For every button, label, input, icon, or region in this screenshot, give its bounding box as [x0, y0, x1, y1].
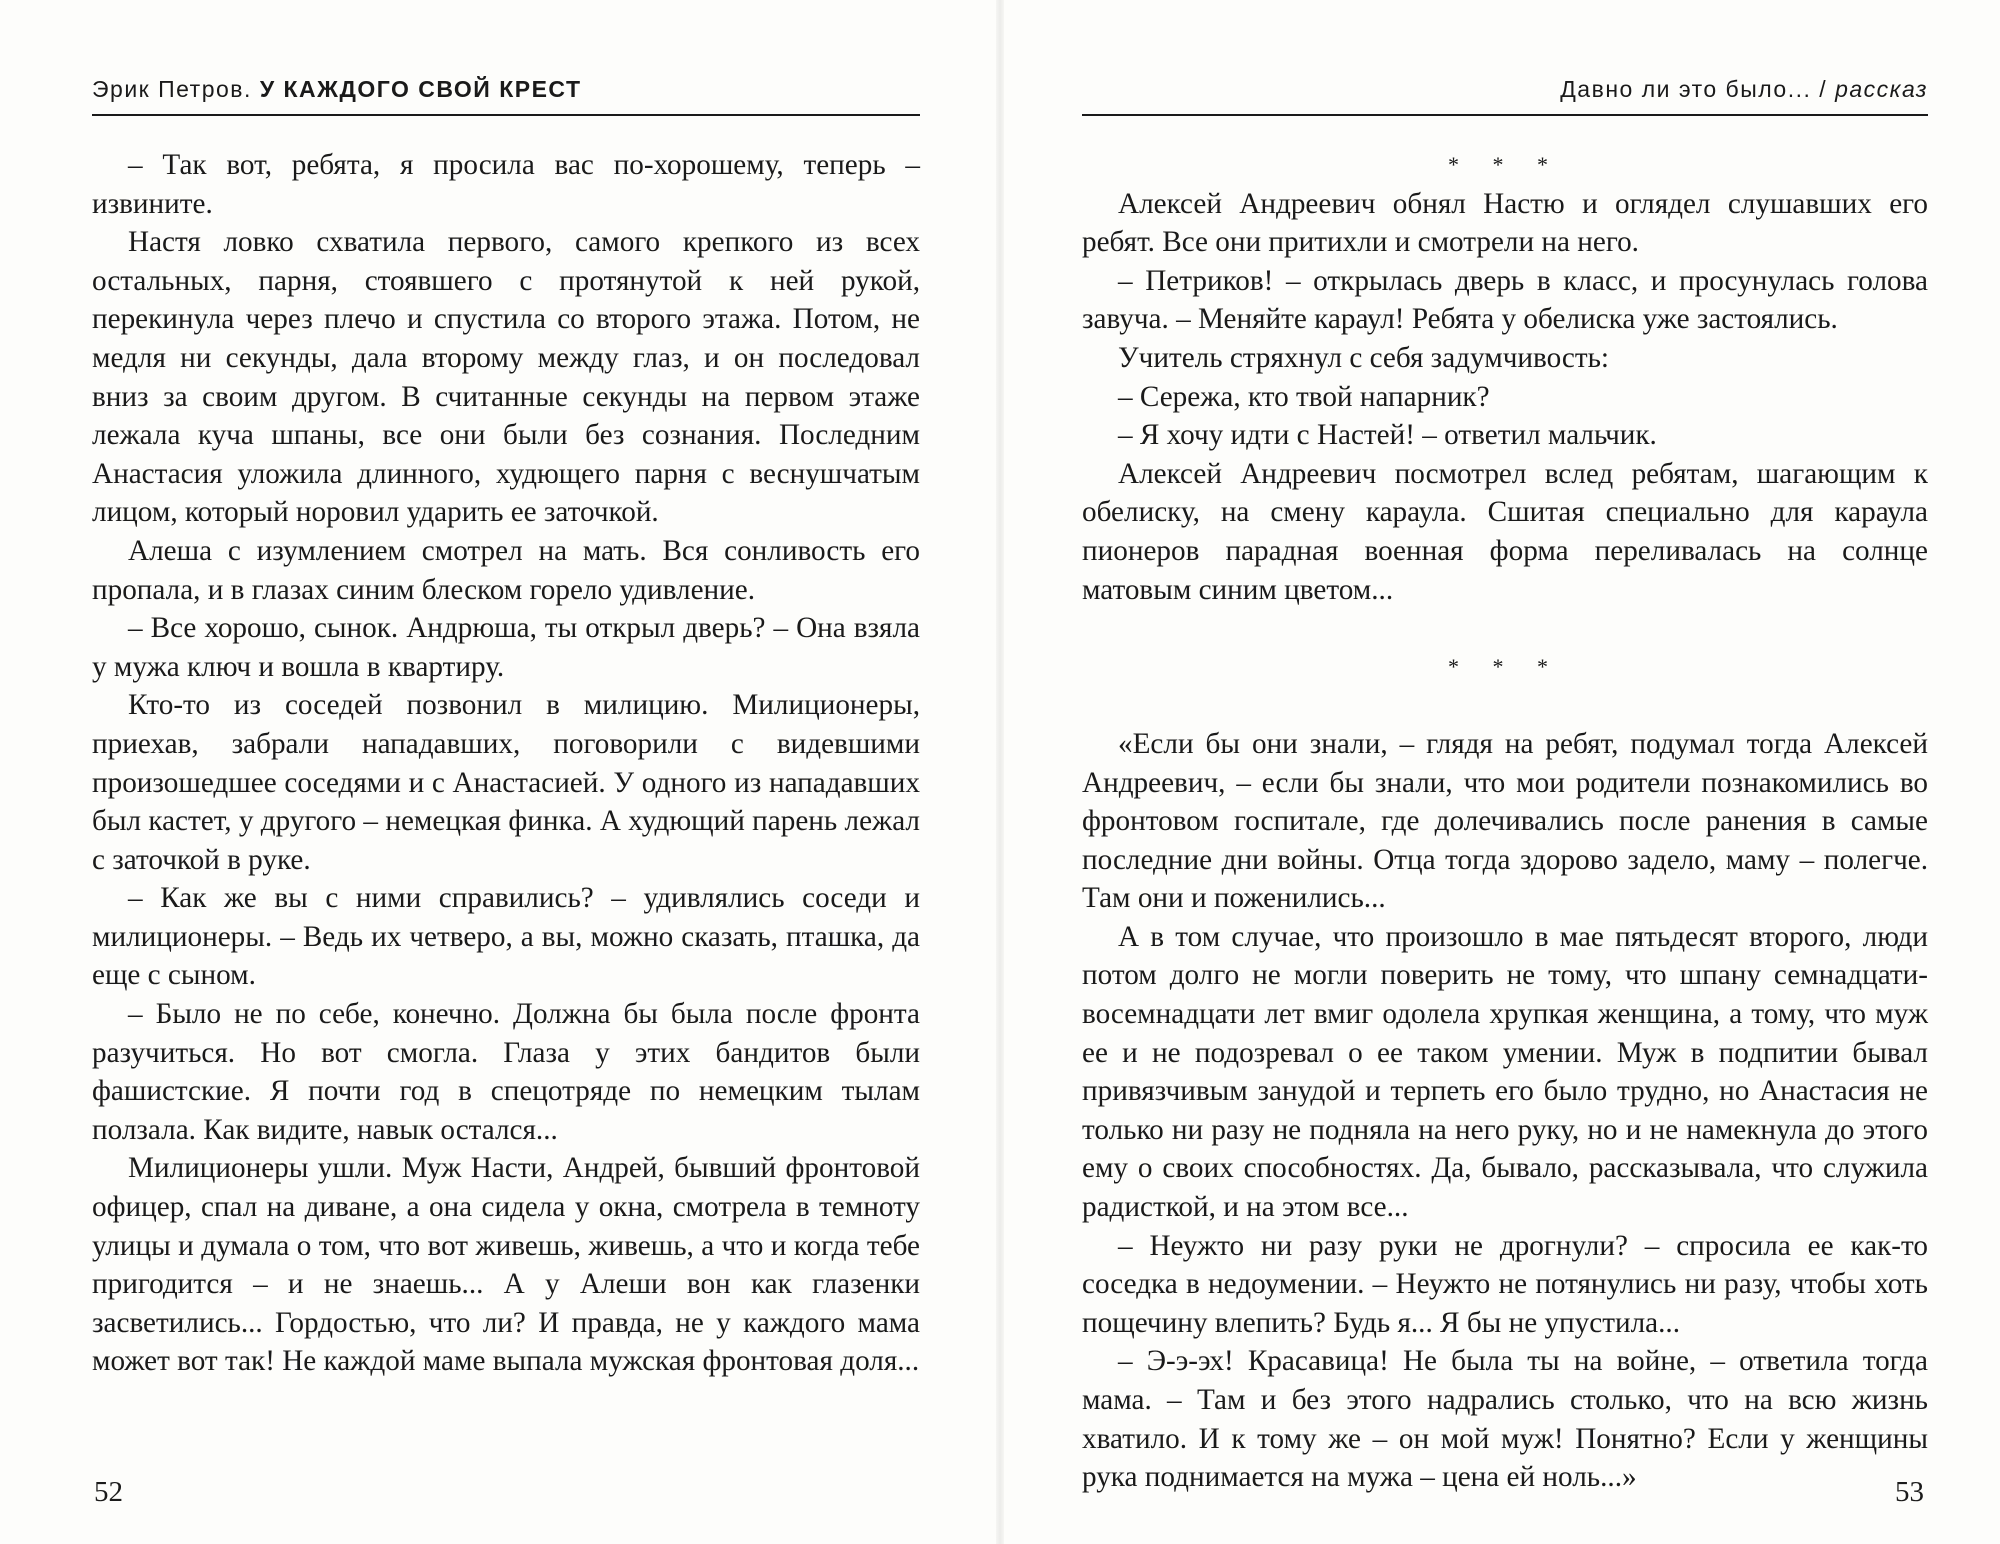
- paragraph: – Неужто ни разу руки не дрогнули? – спросила ее как-то соседка в недоумении. – Неужто не потянулись ни разу, чтобы хоть пощечину влепить? Будь я... Я бы не упустила...: [1082, 1229, 1928, 1339]
- running-head-genre: рассказ: [1835, 76, 1928, 102]
- paragraph: – Э-э-эх! Красавица! Не была ты на войне, – ответила тогда мама. – Там и без этого надрались столько, что на всю жизнь хватило. И к тому же – он мой муж! Понятно? Если у женщины рука поднимается на мужа – цена ей ноль...»: [1082, 1345, 1928, 1494]
- section-break: * * *: [1448, 152, 1562, 177]
- left-page-number: 52: [94, 1476, 123, 1508]
- running-head-author: Эрик Петров.: [92, 76, 252, 102]
- right-page-number: 53: [1895, 1476, 1924, 1508]
- paragraph: – Было не по себе, конечно. Должна бы была после фронта разучиться. Но вот смогла. Глаза у этих бандитов были фашистские. Я почти год в спецотряде по немецким тылам ползала. Как видите, навык остался...: [92, 998, 920, 1146]
- left-header-rule: [92, 114, 920, 116]
- paragraph: – Сережа, кто твой напарник?: [1118, 380, 1490, 413]
- left-page: [92, 0, 920, 1544]
- paragraph: – Как же вы с ними справились? – удивлялись соседи и милиционеры. – Ведь их четверо, а вы, можно сказать, пташка, да еще с сыном.: [92, 882, 920, 992]
- paragraph: Алеша с изумлением смотрел на мать. Вся сонливость его пропала, и в глазах синим блеском горело удивление.: [92, 534, 920, 606]
- paragraph: – Я хочу идти с Настей! – ответил мальчик.: [1118, 419, 1657, 452]
- right-header-rule: [1082, 114, 1928, 116]
- right-page-text: [1082, 146, 1928, 1497]
- running-head-book-title: У КАЖДОГО СВОЙ КРЕСТ: [259, 76, 582, 102]
- right-running-head: [1082, 76, 1928, 112]
- paragraph: – Так вот, ребята, я просила вас по-хорошему, теперь – извините.: [92, 149, 920, 220]
- running-head-separator: /: [1819, 76, 1828, 102]
- left-page-text: [92, 146, 920, 1381]
- paragraph: Кто-то из соседей позвонил в милицию. Милиционеры, приехав, забрали нападавших, поговорили с видевшими произошедшее соседями и с Анастасией. У одного из нападавших был кастет, у другого – немецкая финка. А худющий парень лежал с заточкой в руке.: [92, 689, 920, 876]
- paragraph: Настя ловко схватила первого, самого крепкого из всех остальных, парня, стоявшего с протянутой к ней рукой, перекинула через плечо и спустила со второго этажа. Потом, не медля ни секунды, дала второму между глаз, и он последовал вниз за своим другом. В считанные секунды на первом этаже лежала куча шпаны, все они были без сознания. Последним Анастасия уложила длинного, худющего парня с веснушчатым лицом, который норовил ударить ее заточкой.: [92, 226, 920, 529]
- paragraph: – Петриков! – открылась дверь в класс, и просунулась голова завуча. – Меняйте караул! Ребята у обелиска уже застоялись.: [1082, 264, 1928, 336]
- paragraph: Алексей Андреевич обнял Настю и оглядел слушавших его ребят. Все они притихли и смотрели на него.: [1082, 187, 1928, 259]
- section-break: * * *: [1448, 653, 1562, 679]
- book-gutter: [996, 0, 1004, 1544]
- paragraph: «Если бы они знали, – глядя на ребят, подумал тогда Алексей Андреевич, – если бы знали, что мои родители познакомились во фронтовом госпитале, где долечивались после ранения в самые последние дни войны. Отца тогда здорово задело, маму – полегче. Там они и поженились...: [1082, 727, 1928, 915]
- paragraph: – Все хорошо, сынок. Андрюша, ты открыл дверь? – Она взяла у мужа ключ и вошла в квартиру.: [92, 612, 920, 683]
- paragraph: А в том случае, что произошло в мае пятьдесят второго, люди потом долго не могли поверить не тому, что шпану семнадцати-восемнадцати лет вмиг одолела хрупкая женщина, а тому, что муж ее и не подозревал о ее таком умении. Муж в подпитии бывал привязчивым занудой и терпеть его было трудно, но Анастасия не только ни разу не подняла на него руку, но и не намекнула до этого ему о своих способностях. Да, бывало, рассказывала, что служила радисткой, и на этом все...: [1082, 920, 1928, 1224]
- paragraph: Алексей Андреевич посмотрел вслед ребятам, шагающим к обелиску, на смену караула. Сшитая специально для караула пионеров парадная военная форма переливалась на солнце матовым синим цветом...: [1082, 457, 1928, 606]
- paragraph: Учитель стряхнул с себя задумчивость:: [1118, 341, 1610, 374]
- paragraph: Милиционеры ушли. Муж Насти, Андрей, бывший фронтовой офицер, спал на диване, а она сидела у окна, смотрела в темноту улицы и думала о том, что вот живешь, живешь, а что и когда тебе пригодится – и не знаешь... А у Алеши вон как глазенки засветились... Гордостью, что ли? И правда, не у каждого мама может вот так! Не каждой маме выпала мужская фронтовая доля...: [92, 1152, 920, 1378]
- left-running-head: [92, 76, 920, 112]
- right-page: [1082, 0, 1928, 1544]
- running-head-story-title: Давно ли это было...: [1560, 76, 1812, 102]
